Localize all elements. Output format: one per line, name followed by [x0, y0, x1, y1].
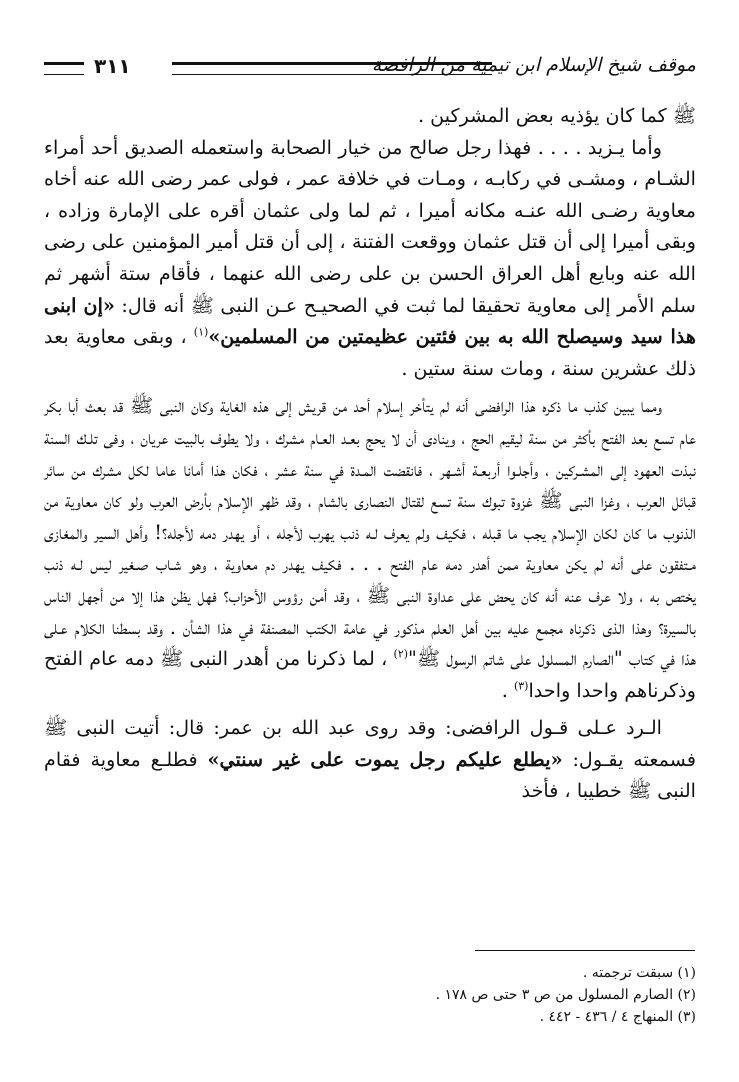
footnote-ref-1: (١) [193, 325, 209, 339]
header-title: موقف شيخ الإسلام ابن تيمية من الرافضة [371, 54, 696, 76]
paragraph-4 [44, 712, 696, 807]
paragraph-3-tail: . [501, 678, 514, 702]
paragraph-2-text: وأما يـزيد . . . . فهذا رجل صالح من خيار الصحابة واستعمله الصديق أحد أمراء الشـام ، ومشـى في ركابـه ، ومـات في خلافة عمر ، فولى عمر رضى الله عنه أخاه معاوية رضـى الله عنـه مكانه أميرا ، ثم لما ولى عثمان أقره على الإمارة وزاده ، وبقى أميرا إلى أن قتل عثمان ووقعت الفتنة ، إلى أن قتل أمير المؤمنين على رضى الله عنه وبايع أهل العراق الحسن بن على رضى الله عنهما ، فأقام ستة أشهر ثم سلم الأمر إلى معاوية تحقيقا لما ثبت في الصحيـح عـن النبى ﷺ أنه قال: [44, 135, 696, 317]
paragraph-3-text: ومما يبين كذب ما ذكره هذا الرافضى أنه لم يتأخر إسلام أحد من قريش إلى هذه الغاية وكان النبى ﷺ قد بعث أبا بكر عام تسع بعد الفتح بأكثر من سنة ليقيم الحج ، وينادى أن لا يحج بعـد العـام مشرك ، ولا يطوف بالبيت عريان ، وفى تلـك السنة نبذت العهود إلى المشـركين ، وأجلـوا أربعـة أشـهر ، فانقضت المـدة في سنة عشر ، فكان هذا أمانا عاما لكل مشرك من سائر قبائل العرب ، وغزا النبى ﷺ غزوة تبوك سنة تسع لقتال النصارى بالشام ، وقد ظهر الإسلام بأرض العرب ولو كان معاوية من الذنوب ما كان لكان الإسلام يجب ما قبله ، فكيف ولم يعرف لـه ذنب يهرب لأجله ، أو يهدر دمه لأجله؟! وأهل السير والمغازى مـتفقون على أنه لم يكن معاوية ممن أهدر دمه عام الفتح . . . فكيف يهدر دم معاوية ، وهو شـاب صـغير ليس لـه ذنب يختص به ، ولا عرف عنه أنه كان يحض على عداوة النبى ﷺ ، وقد أمن رؤوس الأحزاب؟ فهل يظن هذا إلا من أجهل الناس بالسيرة؟ وهذا الذى ذكرناه مجمع عليه بين أهل العلم مذكور في عامة الكتب المصنفة في هذا الشأن . وقد بسطنا الكلام عـلى هذا في كتاب "الصارم المسلول على شاتم الرسول ﷺ" [44, 394, 696, 671]
footnotes [44, 962, 696, 1028]
paragraph-3 [44, 390, 696, 706]
footnote-3: (٣) المنهاج ٤ / ٤٣٦ - ٤٤٢ . [539, 1009, 696, 1025]
footnote-ref-3: (٣) [513, 679, 529, 693]
footnote-2: (٢) الصارم المسلول من ص ٣ حتى ص ١٧٨ . [435, 987, 696, 1003]
main-text [44, 100, 696, 807]
footnote-separator [475, 950, 695, 951]
paragraph-2-tail: ، وبقى معاوية بعد ذلك عشرين سنة ، ومات سنة ستين . [44, 325, 696, 380]
paragraph-1 [44, 100, 696, 132]
hadith-quote: «إن ابنى هذا سيد وسيصلح الله به بين فئتين عظيمتين من المسلمين» [44, 293, 696, 349]
page-number: ٣١١ [94, 54, 131, 78]
paragraph-2 [44, 132, 696, 385]
header-rule-left [44, 62, 84, 75]
hadith-quote-2: «يطلع عليكم رجل يموت على غير سنتي» [207, 747, 563, 771]
running-header [44, 52, 696, 92]
paragraph-1-text: ﷺ كما كان يؤذيه بعض المشركين . [417, 104, 696, 127]
paragraph-4-tail: فطلـع معاوية فقام النبى ﷺ خطيبا ، فأخذ [44, 747, 696, 803]
footnote-ref-2: (٢) [393, 647, 409, 661]
footnote-1: (١) سبقت ترجمته . [582, 965, 696, 981]
paragraph-4-text: الـرد عـلى قـول الرافضى: وقد روى عبد الله بن عمر: قال: أتيت النبى ﷺ فسمعته يقـول: [44, 716, 696, 771]
paragraph-3-continuation: ، لما ذكرنا من أهدر النبى ﷺ دمه عام الفتح وذكرناهم واحدا واحدا [44, 647, 696, 702]
